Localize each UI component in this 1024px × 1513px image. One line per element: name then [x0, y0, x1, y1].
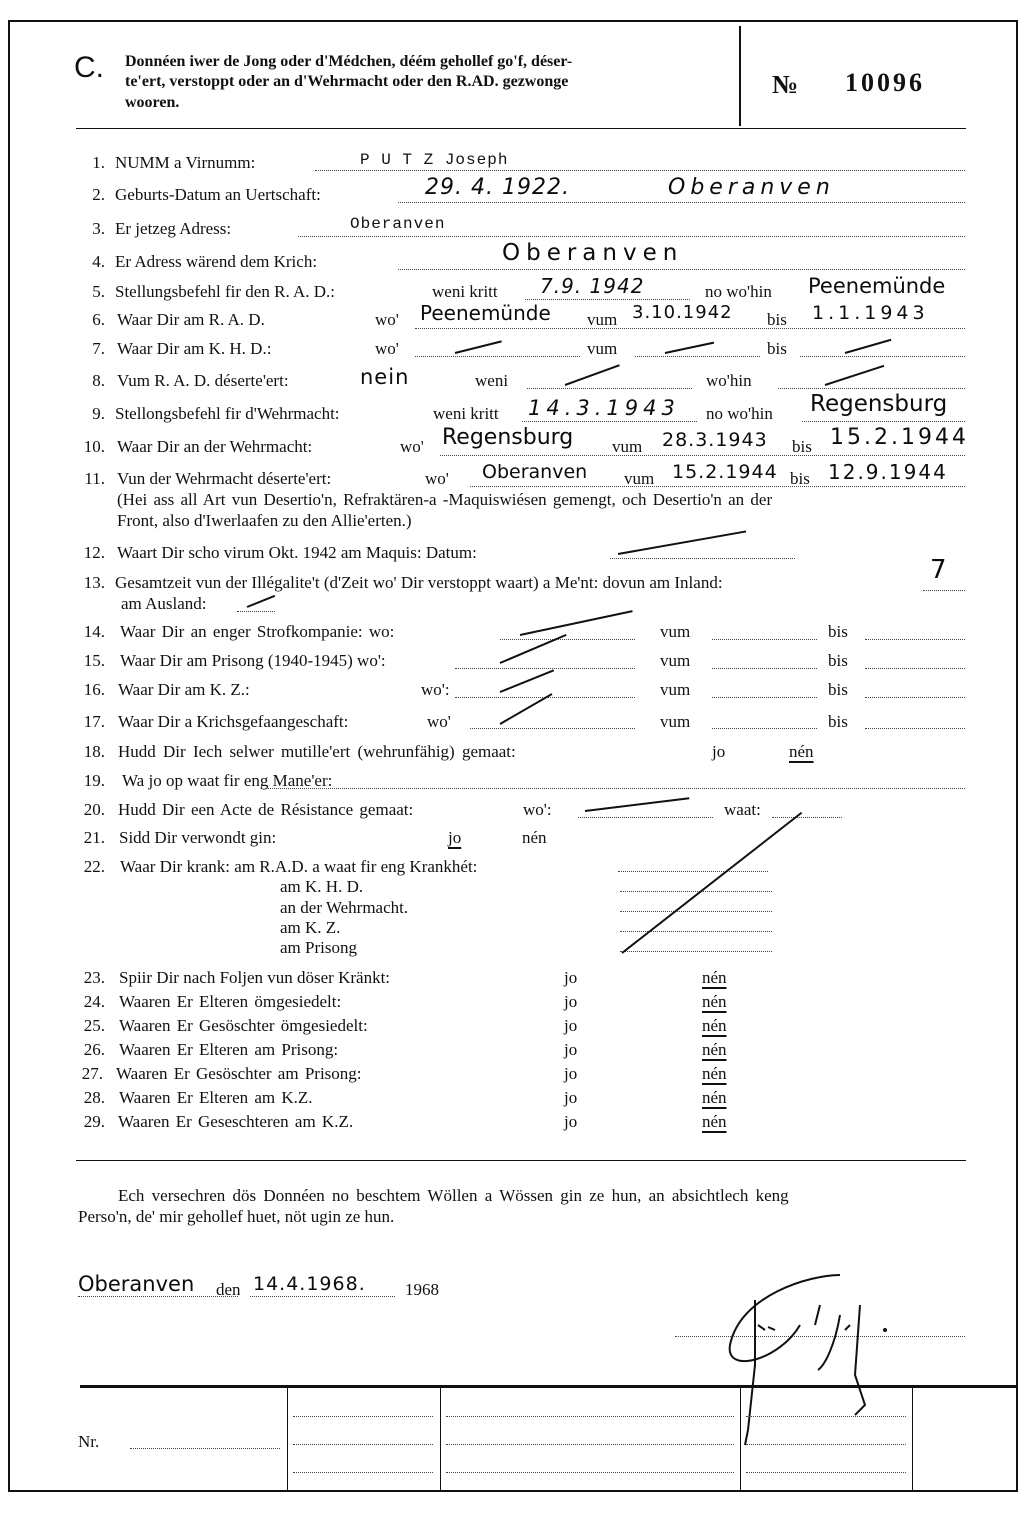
row-number: 17.	[83, 712, 105, 731]
pow-label: Waar Dir a Krichsgefaangeschaft:	[118, 712, 349, 731]
printed-year: 1968	[405, 1280, 439, 1299]
illness-after-effects-label: Spiir Dir nach Foljen vun döser Kränkt:	[119, 968, 391, 987]
row-number: 20.	[83, 800, 105, 819]
wehrmacht-service-to[interactable]: 15.2.1944	[830, 425, 969, 450]
maquis-date-line	[610, 558, 795, 559]
row-number: 3.	[92, 219, 105, 238]
rad-order-nowohin-label: no wo'hin	[705, 282, 772, 301]
vum-label: vum	[660, 622, 691, 641]
wo-label: wo'	[375, 310, 399, 329]
wehrmacht-service-place[interactable]: Regensburg	[442, 425, 574, 450]
vum-label: vum	[587, 339, 618, 358]
illegality-label: Gesamtzeit vun der Illégalite't (d'Zeit wo' Dir verstoppt waart) a Me'nt: dovun am Inland:	[115, 573, 723, 592]
row-number: 4.	[92, 252, 105, 271]
war-address-value[interactable]: Oberanven	[502, 240, 684, 266]
self-mutilation-label: Hudd Dir Iech selwer mutille'ert (wehrunfähig) gemaat:	[118, 742, 516, 761]
table-line	[293, 1472, 433, 1473]
signature	[720, 1255, 940, 1455]
siblings-resettled-label: Waaren Er Gesöschter ömgesiedelt:	[119, 1016, 368, 1035]
option-jo[interactable]: jo	[564, 1064, 578, 1083]
wehrmacht-desert-from[interactable]: 15.2.1944	[672, 461, 778, 483]
resistance-waat-line	[772, 817, 842, 818]
birth-date-value[interactable]: 29. 4. 1922.	[425, 175, 570, 200]
wo-label: wo'	[427, 712, 451, 731]
frame-top	[8, 20, 1018, 22]
strike-mark	[585, 797, 689, 812]
row-number: 7.	[92, 339, 105, 358]
wehrmacht-service-label: Waar Dir an der Wehrmacht:	[117, 437, 313, 456]
row-number: 12.	[83, 543, 105, 562]
wo-label: wo'	[375, 339, 399, 358]
table-line	[746, 1472, 906, 1473]
punishment-company-label: Waar Dir an enger Strofkompanie: wo:	[120, 622, 395, 641]
strike-mark	[665, 342, 714, 354]
table-line	[446, 1472, 734, 1473]
header-divider	[739, 26, 741, 126]
vum-label: vum	[660, 651, 691, 670]
bis-label: bis	[792, 437, 812, 456]
weni-label: weni	[475, 371, 509, 390]
name-label: NUMM a Virnumm:	[115, 153, 256, 172]
footer-rule	[80, 1385, 1018, 1388]
kz-label: Waar Dir am K. Z.:	[118, 680, 250, 699]
row-number: 15.	[83, 651, 105, 670]
rad-service-label: Waar Dir am R. A. D.	[117, 310, 265, 329]
strike-mark	[621, 812, 802, 954]
row-number: 26.	[83, 1040, 105, 1059]
option-nen-selected[interactable]: nén	[702, 968, 727, 987]
row-number: 16.	[83, 680, 105, 699]
address-label: Er jetzeg Adress:	[115, 219, 232, 238]
illness-line	[620, 911, 772, 912]
birth-field-line	[398, 202, 965, 203]
rad-order-date-value[interactable]: 7.9. 1942	[540, 274, 645, 298]
table-line	[293, 1444, 433, 1445]
pow-vum-line	[712, 728, 817, 729]
wo-label: wo':	[523, 800, 552, 819]
rad-desert-value[interactable]: nein	[360, 365, 410, 389]
wehrmacht-desert-label: Vun der Wehrmacht déserte'ert:	[117, 469, 332, 488]
vum-label: vum	[612, 437, 643, 456]
name-value[interactable]: P U T Z Joseph	[360, 151, 509, 169]
signing-date[interactable]: 14.4.1968.	[253, 1273, 366, 1295]
bis-label: bis	[828, 651, 848, 670]
rad-service-line	[415, 328, 965, 329]
ausland-label: am Ausland:	[121, 594, 207, 613]
wehrmacht-order-date[interactable]: 14.3.1943	[528, 396, 680, 420]
waat-label: waat:	[724, 800, 761, 819]
frame-bottom	[8, 1490, 1018, 1492]
prison-label: Waar Dir am Prisong (1940-1945) wo':	[120, 651, 386, 670]
bis-label: bis	[828, 712, 848, 731]
khd-bis-line	[800, 356, 965, 357]
option-nen[interactable]: nén	[522, 828, 547, 847]
option-jo-selected[interactable]: jo	[448, 828, 462, 847]
row-number: 1.	[92, 153, 105, 172]
desertion-note-line1: (Hei ass all Art vun Desertio'n, Refraktären-a -Maquiswiésen gemengt, och Desertio'n an der	[117, 490, 773, 509]
rad-order-date-line	[525, 299, 690, 300]
table-line	[446, 1444, 734, 1445]
wehrmacht-desert-line	[470, 486, 965, 487]
wehrmacht-service-line	[440, 455, 965, 456]
bis-label: bis	[828, 622, 848, 641]
kz-bis-line	[865, 697, 965, 698]
punishment-company-wo-line	[500, 639, 635, 640]
place-line	[78, 1296, 238, 1297]
wehrmacht-order-label: Stellongsbefehl fir d'Wehrmacht:	[115, 404, 340, 423]
illness-sub-wehrmacht: an der Wehrmacht.	[280, 898, 409, 917]
rad-desert-weni-line	[527, 388, 692, 389]
row-number: 18.	[83, 742, 105, 761]
form-number: 10096	[845, 68, 925, 97]
illness-sub-kz: am K. Z.	[280, 918, 341, 937]
wehrmacht-desert-to[interactable]: 12.9.1944	[828, 460, 948, 484]
maquis-label: Waart Dir scho virum Okt. 1942 am Maquis: Datum:	[117, 543, 477, 562]
address-value[interactable]: Oberanven	[350, 215, 446, 233]
table-col-divider	[740, 1388, 741, 1490]
row-number: 24.	[83, 992, 105, 1011]
strike-mark	[247, 595, 276, 608]
nr-label: Nr.	[78, 1432, 100, 1451]
rad-order-weni-label: weni kritt	[432, 282, 498, 301]
row-number: 13.	[83, 573, 105, 592]
table-col-divider	[912, 1388, 913, 1490]
section-rule	[76, 1160, 966, 1161]
war-address-field-line	[398, 269, 965, 270]
prison-vum-line	[712, 668, 817, 669]
parents-prison-label: Waaren Er Elteren am Prisong:	[119, 1040, 339, 1059]
resistance-wo-line	[578, 817, 713, 818]
table-line	[746, 1444, 906, 1445]
strike-mark	[520, 610, 633, 636]
row-number: 25.	[83, 1016, 105, 1035]
header-title-line1: Donnéen iwer de Jong oder d'Médchen, déém gehollef go'f, déser-	[125, 53, 573, 70]
inland-value[interactable]: 7	[930, 555, 948, 585]
punishment-company-bis-line	[865, 639, 965, 640]
row-number: 10.	[83, 437, 105, 456]
declaration-line1: Ech versechren dös Donnéen no beschtem Wöllen a Wössen gin ze hun, an absichtlech keng	[118, 1186, 789, 1205]
rad-desert-label: Vum R. A. D. déserte'ert:	[117, 371, 289, 390]
row-number: 27.	[81, 1064, 103, 1083]
bis-label: bis	[790, 469, 810, 488]
rad-order-label: Stellungsbefehl fir den R. A. D.:	[115, 282, 336, 301]
bis-label: bis	[767, 310, 787, 329]
option-nen-selected[interactable]: nén	[789, 742, 814, 761]
wehrmacht-order-date-line	[522, 421, 697, 422]
name-field-line	[315, 170, 965, 171]
strike-mark	[618, 530, 746, 555]
illness-sub-prison: am Prisong	[280, 938, 357, 957]
prison-wo-line	[455, 668, 635, 669]
parents-resettled-label: Waaren Er Elteren ömgesiedelt:	[119, 992, 342, 1011]
khd-label: Waar Dir am K. H. D.:	[117, 339, 272, 358]
row-number: 2.	[92, 185, 105, 204]
den-label: den	[216, 1280, 241, 1299]
wehrmacht-order-place-line	[802, 421, 965, 422]
pow-bis-line	[865, 728, 965, 729]
kz-vum-line	[712, 697, 817, 698]
option-jo[interactable]: jo	[564, 1112, 578, 1131]
table-col-divider	[440, 1388, 441, 1490]
siblings-kz-label: Waaren Er Geseschteren am K.Z.	[118, 1112, 354, 1131]
row-number: 23.	[83, 968, 105, 987]
bis-label: bis	[828, 680, 848, 699]
wohin-label: wo'hin	[706, 371, 752, 390]
table-line	[746, 1416, 906, 1417]
wehrmacht-order-weni-label: weni kritt	[433, 404, 499, 423]
resistance-label: Hudd Dir een Acte de Résistance gemaat:	[118, 800, 414, 819]
row-number: 29.	[83, 1112, 105, 1131]
ausland-line	[237, 611, 275, 612]
birth-label: Geburts-Datum an Uertschaft:	[115, 185, 321, 204]
wo-label: wo'	[425, 469, 449, 488]
row-number: 6.	[92, 310, 105, 329]
option-nen-selected[interactable]: nén	[702, 1016, 727, 1035]
option-jo[interactable]: jo	[564, 968, 578, 987]
strike-mark	[845, 339, 892, 354]
inland-line	[923, 590, 965, 591]
rad-service-to[interactable]: 1.1.1943	[812, 302, 929, 324]
option-jo[interactable]: jo	[564, 992, 578, 1011]
strike-mark	[500, 669, 555, 693]
table-line	[293, 1416, 433, 1417]
header-rule	[76, 128, 966, 129]
option-nen-selected[interactable]: nén	[702, 1088, 727, 1107]
illness-line	[620, 951, 772, 952]
section-letter: C.	[74, 51, 104, 84]
vum-label: vum	[624, 469, 655, 488]
row-number: 5.	[92, 282, 105, 301]
vum-label: vum	[587, 310, 618, 329]
khd-vum-line	[635, 356, 760, 357]
illness-label: Waar Dir krank: am R.A.D. a waat fir eng Krankhét:	[120, 857, 478, 876]
option-jo[interactable]: jo	[564, 1088, 578, 1107]
option-jo[interactable]: jo	[564, 1040, 578, 1059]
declaration-line2: Perso'n, de' mir gehollef huet, nöt ugin ze hun.	[78, 1207, 395, 1226]
row-number: 28.	[83, 1088, 105, 1107]
strike-mark	[825, 365, 885, 386]
wehrmacht-order-place[interactable]: Regensburg	[810, 391, 948, 417]
signing-place[interactable]: Oberanven	[78, 1272, 195, 1296]
option-nen-selected[interactable]: nén	[702, 1064, 727, 1083]
illness-line	[620, 931, 772, 932]
wehrmacht-desert-place[interactable]: Oberanven	[482, 461, 588, 483]
header-title-line2: te'ert, verstoppt oder an d'Wehrmacht oder den R.AD. gezwonge	[125, 73, 569, 90]
date-line	[250, 1296, 395, 1297]
strike-mark	[455, 340, 502, 354]
number-sign: №	[772, 70, 799, 99]
header-title-line3: wooren.	[125, 94, 180, 111]
manner-line	[265, 788, 965, 789]
khd-wo-line	[415, 356, 580, 357]
row-number: 21.	[83, 828, 105, 847]
row-number: 9.	[92, 404, 105, 423]
birth-place-value[interactable]: Oberanven	[668, 175, 835, 200]
illness-sub-khd: am K. H. D.	[280, 877, 364, 896]
row-number: 8.	[92, 371, 105, 390]
frame-left	[8, 20, 10, 1492]
table-col-divider	[287, 1388, 288, 1490]
table-line	[446, 1416, 734, 1417]
rad-service-place[interactable]: Peenemünde	[420, 301, 551, 325]
vum-label: vum	[660, 712, 691, 731]
row-number: 11.	[84, 469, 105, 488]
row-number: 14.	[83, 622, 105, 641]
illness-line	[618, 871, 768, 872]
siblings-prison-label: Waaren Er Gesöschter am Prisong:	[116, 1064, 362, 1083]
bis-label: bis	[767, 339, 787, 358]
wehrmacht-service-from[interactable]: 28.3.1943	[662, 429, 768, 451]
row-number: 19.	[83, 771, 105, 790]
option-nen-selected[interactable]: nén	[702, 1112, 727, 1131]
parents-kz-label: Waaren Er Elteren am K.Z.	[119, 1088, 313, 1107]
rad-service-from[interactable]: 3.10.1942	[632, 302, 733, 323]
pow-wo-line	[470, 728, 635, 729]
nr-line	[130, 1448, 280, 1449]
punishment-company-vum-line	[712, 639, 817, 640]
wo-label: wo':	[421, 680, 450, 699]
illness-line	[620, 891, 772, 892]
option-nen-selected[interactable]: nén	[702, 1040, 727, 1059]
option-jo[interactable]: jo	[712, 742, 726, 761]
option-nen-selected[interactable]: nén	[702, 992, 727, 1011]
war-address-label: Er Adress wärend dem Krich:	[115, 252, 318, 271]
rad-order-place-value[interactable]: Peenemünde	[808, 274, 946, 298]
frame-right	[1016, 20, 1018, 1492]
prison-bis-line	[865, 668, 965, 669]
row-number: 22.	[83, 857, 105, 876]
wounded-label: Sidd Dir verwondt gin:	[119, 828, 277, 847]
address-field-line	[298, 236, 965, 237]
wehrmacht-order-nowohin-label: no wo'hin	[706, 404, 773, 423]
strike-mark	[565, 364, 620, 386]
vum-label: vum	[660, 680, 691, 699]
wo-label: wo'	[400, 437, 424, 456]
desertion-note-line2: Front, also d'Iwerlaafen zu den Allie'erten.)	[117, 511, 412, 530]
rad-desert-wohin-line	[778, 388, 965, 389]
option-jo[interactable]: jo	[564, 1016, 578, 1035]
manner-label: Wa jo op waat fir eng Mane'er:	[122, 771, 333, 790]
